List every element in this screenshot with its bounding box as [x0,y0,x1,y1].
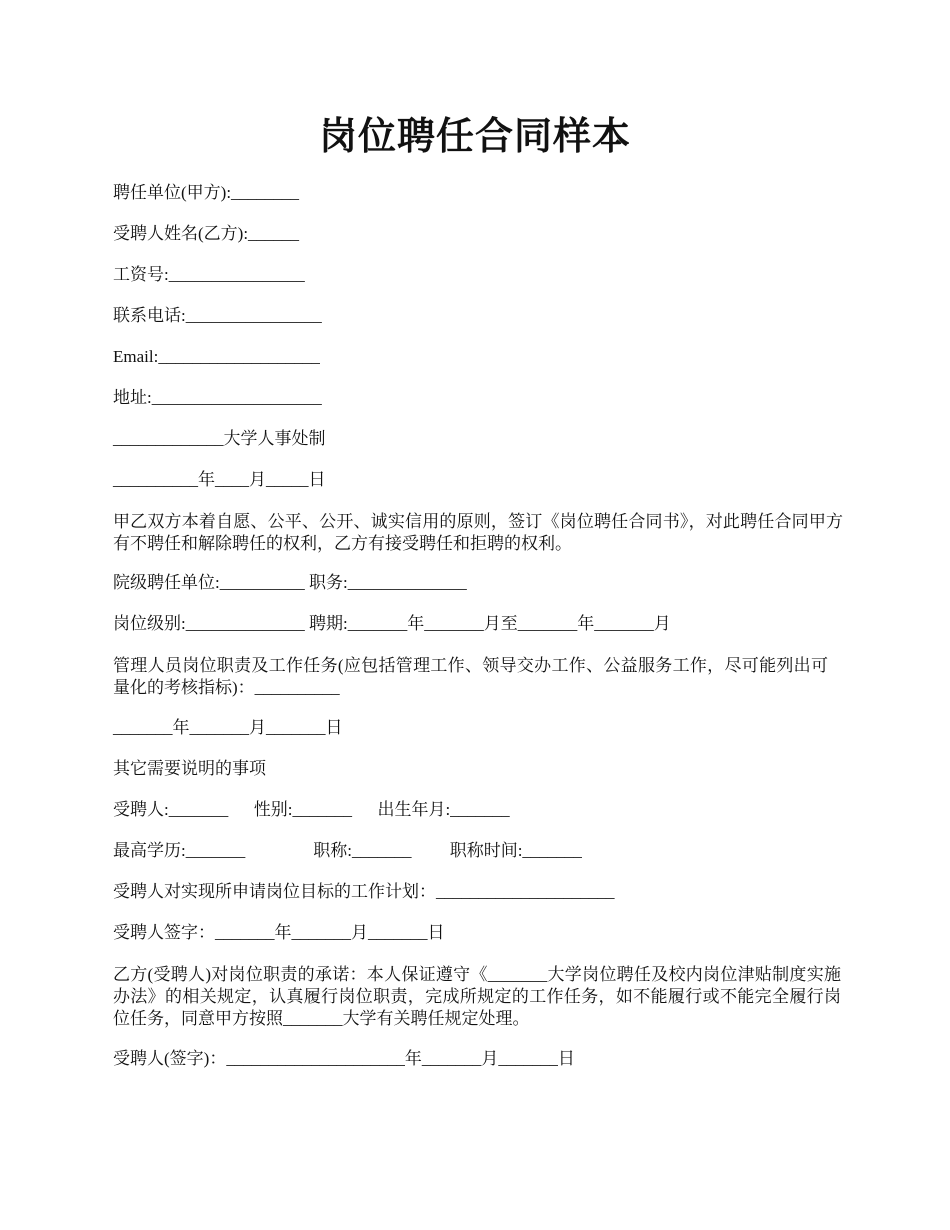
employee-name-field: 受聘人姓名(乙方):______ [113,224,300,243]
level-term-line: 岗位级别:______________ 聘期:_______年_______月至_______年_______月 [113,614,671,633]
duties-paragraph: 管理人员岗位职责及工作任务(应包括管理工作、领导交办工作、公益服务工作，尽可能列出可量化的考核指标)：__________ [113,656,828,697]
salary-number-field: 工资号:________________ [113,265,305,284]
work-plan-line: 受聘人对实现所申请岗位目标的工作计划：_____________________ [113,882,615,901]
email-field: Email:___________________ [113,347,320,366]
phone-field: 联系电话:________________ [113,306,322,325]
document-title: 岗位聘任合同样本 [318,116,631,158]
commitment-paragraph: 乙方(受聘人)对岗位职责的承诺：本人保证遵守《_______大学岗位聘任及校内岗位津贴制度实施办法》的相关规定，认真履行岗位职责，完成所规定的工作任务，如不能履行或不能完全履行岗位任务，同意甲方按照_______大学有关聘任规定处理。 [113,965,841,1028]
education-line: 最高学历:_______ 职称:_______ 职称时间:_______ [113,841,582,860]
date-line: __________年____月_____日 [113,470,326,489]
employer-field: 聘任单位(甲方):________ [113,183,300,202]
other-matters-heading: 其它需要说明的事项 [113,759,266,778]
duties-date-line: _______年_______月_______日 [113,718,343,737]
signature-date-line: 受聘人签字：_______年_______月_______日 [113,923,445,942]
address-field: 地址:____________________ [113,388,322,407]
issuer-line: _____________大学人事处制 [113,429,326,448]
unit-position-line: 院级聘任单位:__________ 职务:______________ [113,573,467,592]
final-signature-line: 受聘人(签字)：_____________________年_______月_______日 [113,1049,575,1068]
employee-info-line: 受聘人:_______ 性别:_______ 出生年月:_______ [113,800,510,819]
intro-paragraph: 甲乙双方本着自愿、公平、公开、诚实信用的原则，签订《岗位聘任合同书》，对此聘任合同甲方有不聘任和解除聘任的权利，乙方有接受聘任和拒聘的权利。 [113,512,843,553]
